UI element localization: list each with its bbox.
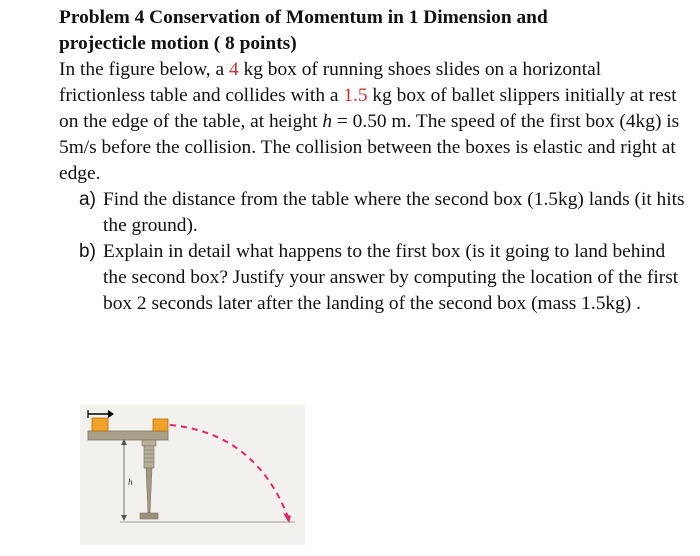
intro-text-4: = 0.50 m. The speed of the first box (4kg) is 5m/s before the collision. The collision between the boxes is elastic and right at edge. [59,111,680,184]
title-line-2: projecticle motion ( 8 points) [59,33,297,54]
part-a [59,187,689,239]
problem-text [59,5,689,317]
table-support-upper [142,440,156,446]
mass-1-value: 4 [228,59,239,80]
box-1 [92,418,108,431]
height-label: h [128,477,133,487]
figure-background [80,405,305,545]
intro-text-1: In the figure below, a [59,59,229,80]
part-b [59,239,689,317]
part-b-text: Explain in detail what happens to the first box (is it going to land behind the second box? Justify your answer by computing the location of the first box 2 seconds later after the landing of the second box (mass 1.5kg) . [103,241,679,314]
table-top [88,431,168,440]
collision-figure [80,405,305,545]
table-support-thread [144,446,154,468]
problem-parts [59,187,689,317]
part-a-text: Find the distance from the table where the second box (1.5kg) lands (it hits the ground). [103,189,685,236]
intro-text-2: kg box of running shoes slides on a horizontal frictionless table and collides with a [59,59,602,106]
table-base [140,513,158,519]
figure-svg [80,405,305,545]
intro-text-3: kg box of ballet slippers initially at rest on the edge of the table, at height [59,85,677,132]
title-line-1: Problem 4 Conservation of Momentum in 1 Dimension and [59,7,548,28]
problem-title [59,5,689,57]
height-variable: h [322,111,333,132]
part-a-label: a) [79,189,96,210]
box-2 [153,419,168,431]
problem-intro [59,57,689,187]
part-b-label: b) [79,241,96,262]
mass-2-value: 1.5 [343,85,368,106]
